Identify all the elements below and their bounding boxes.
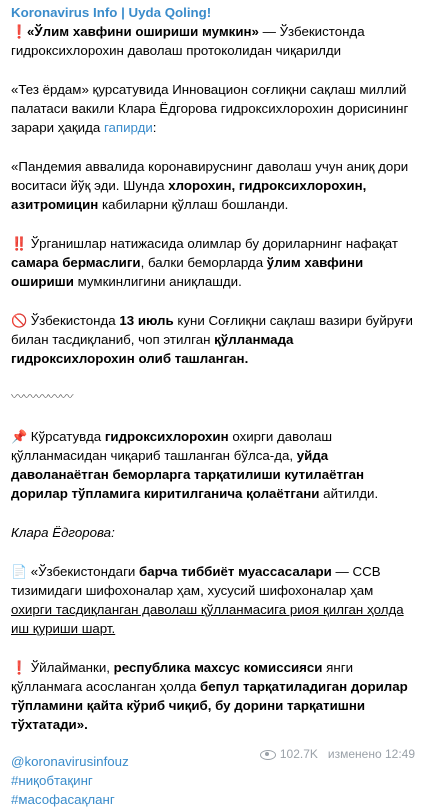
wavy-divider: 〰〰〰〰〰 xyxy=(11,390,73,405)
quote2-text-c: — ССВ тизимидаги шифохоналар ҳам, хусусий шифохоналар ҳам xyxy=(11,564,381,598)
ban-bold-date: 13 июль xyxy=(119,313,174,328)
channel-name[interactable]: Koronavirus Info | Uyda Qoling! xyxy=(11,5,212,20)
view-count: 102.7K xyxy=(279,747,318,761)
research-paragraph xyxy=(11,234,415,291)
show-paragraph xyxy=(11,427,415,503)
conclusion-text-a: Ўйлайманки, xyxy=(27,660,114,675)
quote2-bold-b: барча тиббиёт муассасалари xyxy=(139,564,332,579)
quote2-paragraph xyxy=(11,562,415,638)
channel-mention-link[interactable]: @koronavirusinfouz xyxy=(11,754,129,769)
quote1-paragraph xyxy=(11,157,415,214)
research-text-a: Ўрганишлар натижасида олимлар бу дориларнинг нафақат xyxy=(27,236,398,251)
intro-text: «Тез ёрдам» қурсатувида Инновацион соғлиқни сақлаш миллий палатаси вакили Клара Ёдгорова гидроксихлорохин дорисининг зарари ҳақида xyxy=(11,82,409,135)
exclamation-icon: ❗ xyxy=(11,661,28,676)
research-text-e: мумкинлигини аниқлашди. xyxy=(73,274,242,289)
quote1-bold: хлорохин, гидроксихлорохин, азитромицин xyxy=(11,178,367,212)
quote1-text-a: «Пандемия аввалида коронавируснинг даволаш учун аниқ дори воситаси йўқ эди. Шунда xyxy=(11,159,409,193)
author-line xyxy=(11,523,415,542)
intro-end: : xyxy=(152,120,157,135)
exclamation-icon: ❗ xyxy=(11,25,28,40)
ban-text-a: Ўзбекистонда xyxy=(27,313,120,328)
ban-text-c: куни Соғлиқни сақлаш вазири буйруғи билан тасдиқланиб, чоп этилган xyxy=(11,313,413,347)
hashtag-link[interactable]: #масофасақланг xyxy=(11,792,115,807)
quote2-underlined: охирги тасдиқланган даволаш қўлланмасига риоя қилган ҳолда иш қуриши шарт. xyxy=(11,602,404,636)
research-text-c: , балки беморларда xyxy=(140,255,267,270)
post-headline xyxy=(11,22,415,60)
no-entry-icon: 🚫 xyxy=(11,314,28,329)
quote1-text-c: кабиларни қўллаш бошланди. xyxy=(98,197,289,212)
show-text-c: охирги даволаш қўлланмасидан чиқариб ташланган бўлса-да, xyxy=(11,429,333,463)
post-footer xyxy=(260,745,415,764)
edited-time: изменено 12:49 xyxy=(327,747,415,761)
headline-bold: «Ўлим хавфини ошириши мумкин» xyxy=(27,24,259,39)
show-bold-d: уйда даволанаётган беморларга тарқатилиши кутилаётган дорилар тўпламига киритилганича қолаётгани xyxy=(11,448,365,501)
page-icon: 📄 xyxy=(11,565,28,580)
research-bold-d: ўлим хавфини ошириши xyxy=(11,255,364,289)
conclusion-paragraph xyxy=(11,658,415,734)
intro-paragraph xyxy=(11,80,415,137)
conclusion-text-c: янги қўлланмага асосланган ҳолда xyxy=(11,660,353,694)
ban-bold-d: қўлланмада гидроксихлорохин олиб ташланган. xyxy=(11,332,294,366)
author-name: Клара Ёдгорова: xyxy=(11,525,115,540)
research-bold-b: самара бермаслиги xyxy=(11,255,141,270)
show-text-a: Кўрсатувда xyxy=(27,429,105,444)
pushpin-icon: 📌 xyxy=(11,430,28,445)
conclusion-bold-b: республика махсус комиссияси xyxy=(113,660,323,675)
quote2-text-a: «Ўзбекистондаги xyxy=(27,564,140,579)
hashtag-link[interactable]: #ниқобтақинг xyxy=(11,773,93,788)
ban-paragraph xyxy=(11,311,415,368)
show-bold-b: гидроксихлорохин xyxy=(104,429,229,444)
double-exclamation-icon: ‼️ xyxy=(11,237,28,252)
conclusion-bold-d: бепул тарқатиладиган дорилар тўпламини қайта кўриб чиқиб, бу дорини тарқатишни тўхтатади». xyxy=(11,679,408,732)
eye-icon xyxy=(260,750,276,760)
show-text-e: айтилди. xyxy=(319,486,379,501)
intro-link[interactable]: гапирди xyxy=(103,120,153,135)
headline-rest: — Ўзбекистонда гидроксихлорохин даволаш протоколидан чиқарилди xyxy=(11,24,365,58)
